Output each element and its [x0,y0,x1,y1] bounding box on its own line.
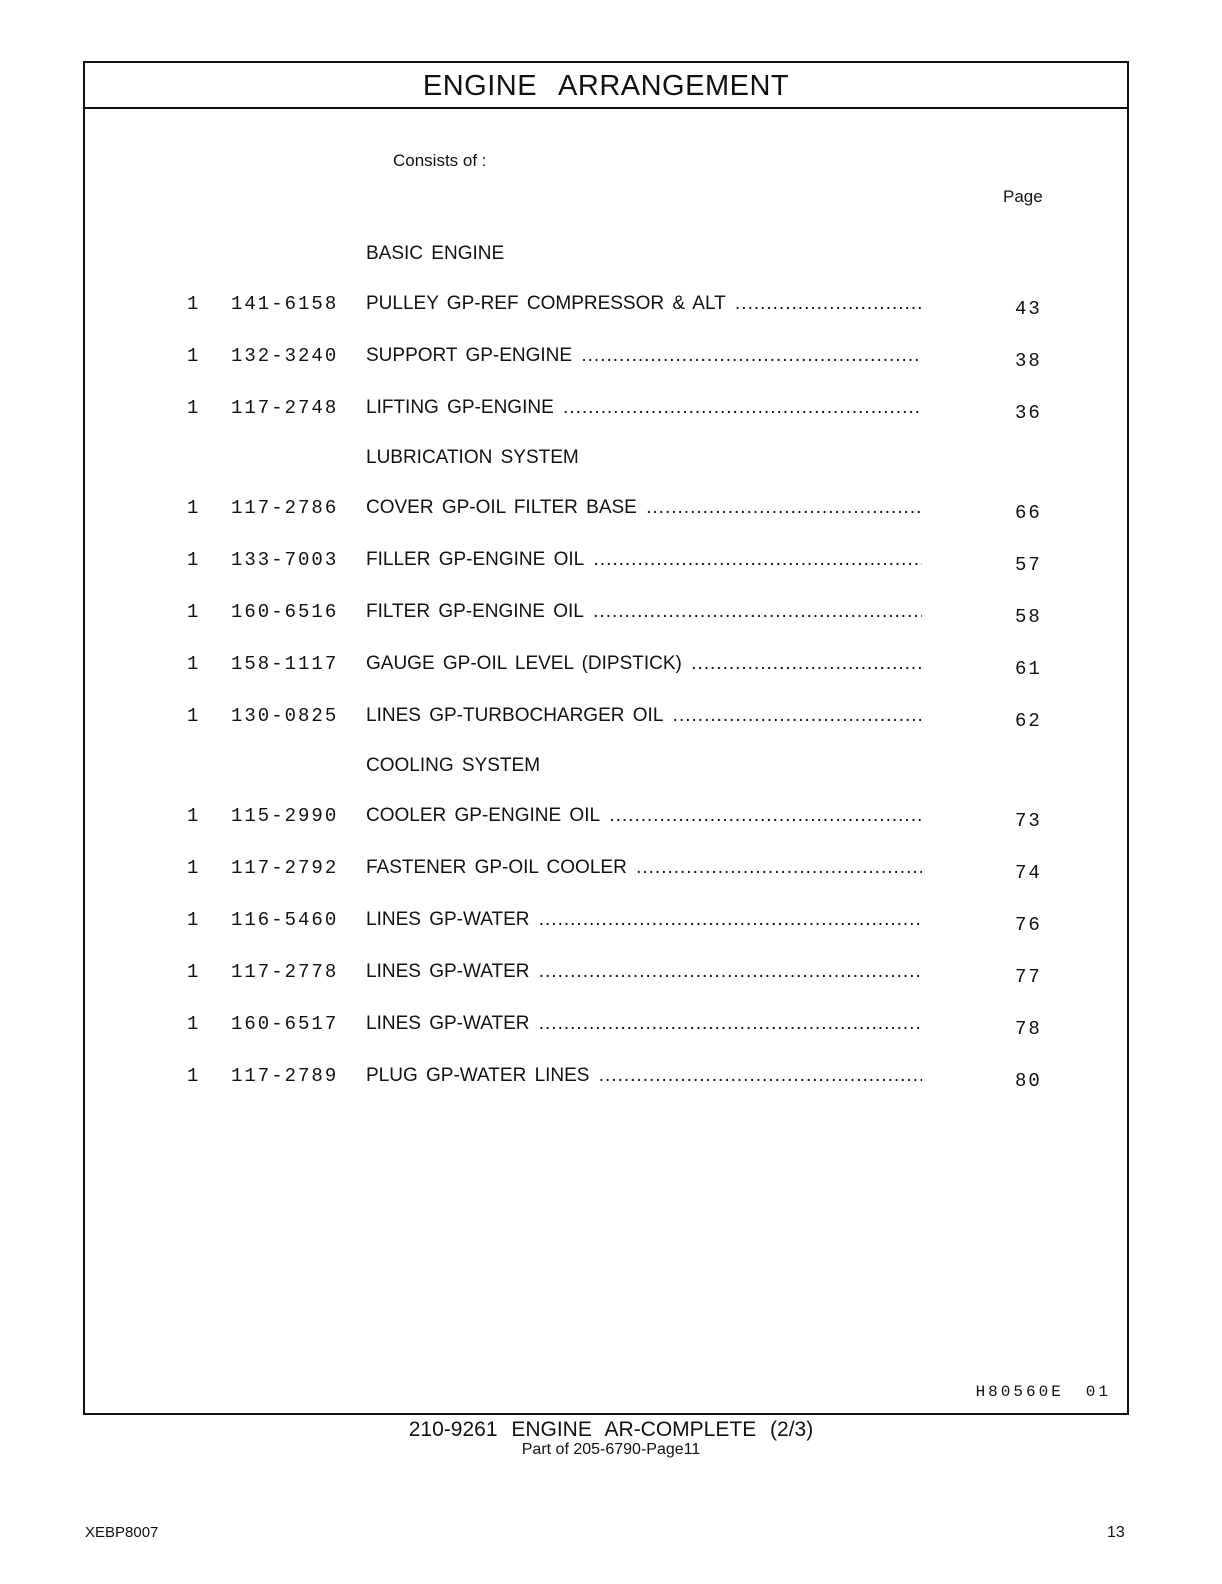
parts-row [85,1065,1127,1091]
part-description: LIFTING GP-ENGINE ..... [366,397,922,419]
parts-row [85,345,1127,371]
part-description: PLUG GP-WATER LINES ..... [366,1065,922,1087]
quantity: 1 [187,601,199,623]
quantity: 1 [187,345,199,367]
parts-row [85,601,1127,627]
part-description: FASTENER GP-OIL COOLER ..... [366,857,922,879]
part-number: 160-6516 [231,601,339,623]
illustration-code-revision: 01 [1085,1383,1111,1401]
part-description: LINES GP-TURBOCHARGER OIL ..... [366,705,922,727]
part-description: SUPPORT GP-ENGINE ..... [366,345,922,367]
quantity: 1 [187,705,199,727]
page-reference: 36 [1015,402,1042,424]
illustration-code [976,1383,1111,1401]
page-column-header: Page [1003,187,1043,206]
quantity: 1 [187,397,199,419]
part-number: 117-2786 [231,497,339,519]
part-description: FILTER GP-ENGINE OIL ..... [366,601,922,623]
quantity: 1 [187,909,199,931]
part-description: LINES GP-WATER ..... [366,909,922,931]
quantity: 1 [187,293,199,315]
part-number: 141-6158 [231,293,339,315]
parts-row [85,549,1127,575]
part-number: 115-2990 [231,805,339,827]
parts-row [85,909,1127,935]
parts-row [85,397,1127,423]
part-number: 117-2792 [231,857,339,879]
page-reference: 76 [1015,914,1042,936]
part-description: GAUGE GP-OIL LEVEL (DIPSTICK) ..... [366,653,922,675]
part-description: COOLER GP-ENGINE OIL ..... [366,805,922,827]
consists-of-label: Consists of : [393,151,487,170]
page-reference: 78 [1015,1018,1042,1040]
page-title: ENGINE ARRANGEMENT [85,63,1127,109]
part-number: 117-2748 [231,397,339,419]
part-number: 117-2789 [231,1065,339,1087]
page-reference: 80 [1015,1070,1042,1092]
part-description: FILLER GP-ENGINE OIL ..... [366,549,922,571]
parts-row [85,805,1127,831]
quantity: 1 [187,1065,199,1087]
quantity: 1 [187,653,199,675]
part-number: 117-2778 [231,961,339,983]
part-number: 132-3240 [231,345,339,367]
illustration-code-id: H80560E [975,1383,1064,1401]
part-number: 158-1117 [231,653,339,675]
part-number: 130-0825 [231,705,339,727]
part-number: 160-6517 [231,1013,339,1035]
part-number: 116-5460 [231,909,339,931]
footer-title: 210-9261 ENGINE AR-COMPLETE (2/3) [408,1418,814,1441]
parts-row [85,497,1127,523]
section-heading-cooling-system: COOLING SYSTEM [366,755,541,776]
page-reference: 66 [1015,502,1042,524]
part-number: 133-7003 [231,549,339,571]
quantity: 1 [187,549,199,571]
part-description: LINES GP-WATER ..... [366,1013,922,1035]
parts-row [85,857,1127,883]
section-heading-basic-engine: BASIC ENGINE [366,243,505,264]
page-number: 13 [1107,1524,1125,1541]
quantity: 1 [187,961,199,983]
page-reference: 57 [1015,554,1042,576]
content-frame [83,61,1129,1415]
page-reference: 38 [1015,350,1042,372]
quantity: 1 [187,497,199,519]
document-id: XEBP8007 [85,1524,159,1541]
part-description: COVER GP-OIL FILTER BASE ..... [366,497,922,519]
page-reference: 43 [1015,298,1042,320]
parts-row [85,293,1127,319]
page-reference: 61 [1015,658,1042,680]
section-heading-lubrication-system: LUBRICATION SYSTEM [366,447,579,468]
page-reference: 77 [1015,966,1042,988]
page-reference: 58 [1015,606,1042,628]
quantity: 1 [187,857,199,879]
quantity: 1 [187,805,199,827]
page-reference: 73 [1015,810,1042,832]
parts-row [85,653,1127,679]
quantity: 1 [187,1013,199,1035]
parts-row [85,961,1127,987]
parts-row [85,1013,1127,1039]
page-reference: 74 [1015,862,1042,884]
parts-row [85,705,1127,731]
page-reference: 62 [1015,710,1042,732]
part-description: PULLEY GP-REF COMPRESSOR & ALT ..... [366,293,922,315]
part-description: LINES GP-WATER ..... [366,961,922,983]
footer-subtitle: Part of 205-6790-Page11 [521,1441,701,1458]
